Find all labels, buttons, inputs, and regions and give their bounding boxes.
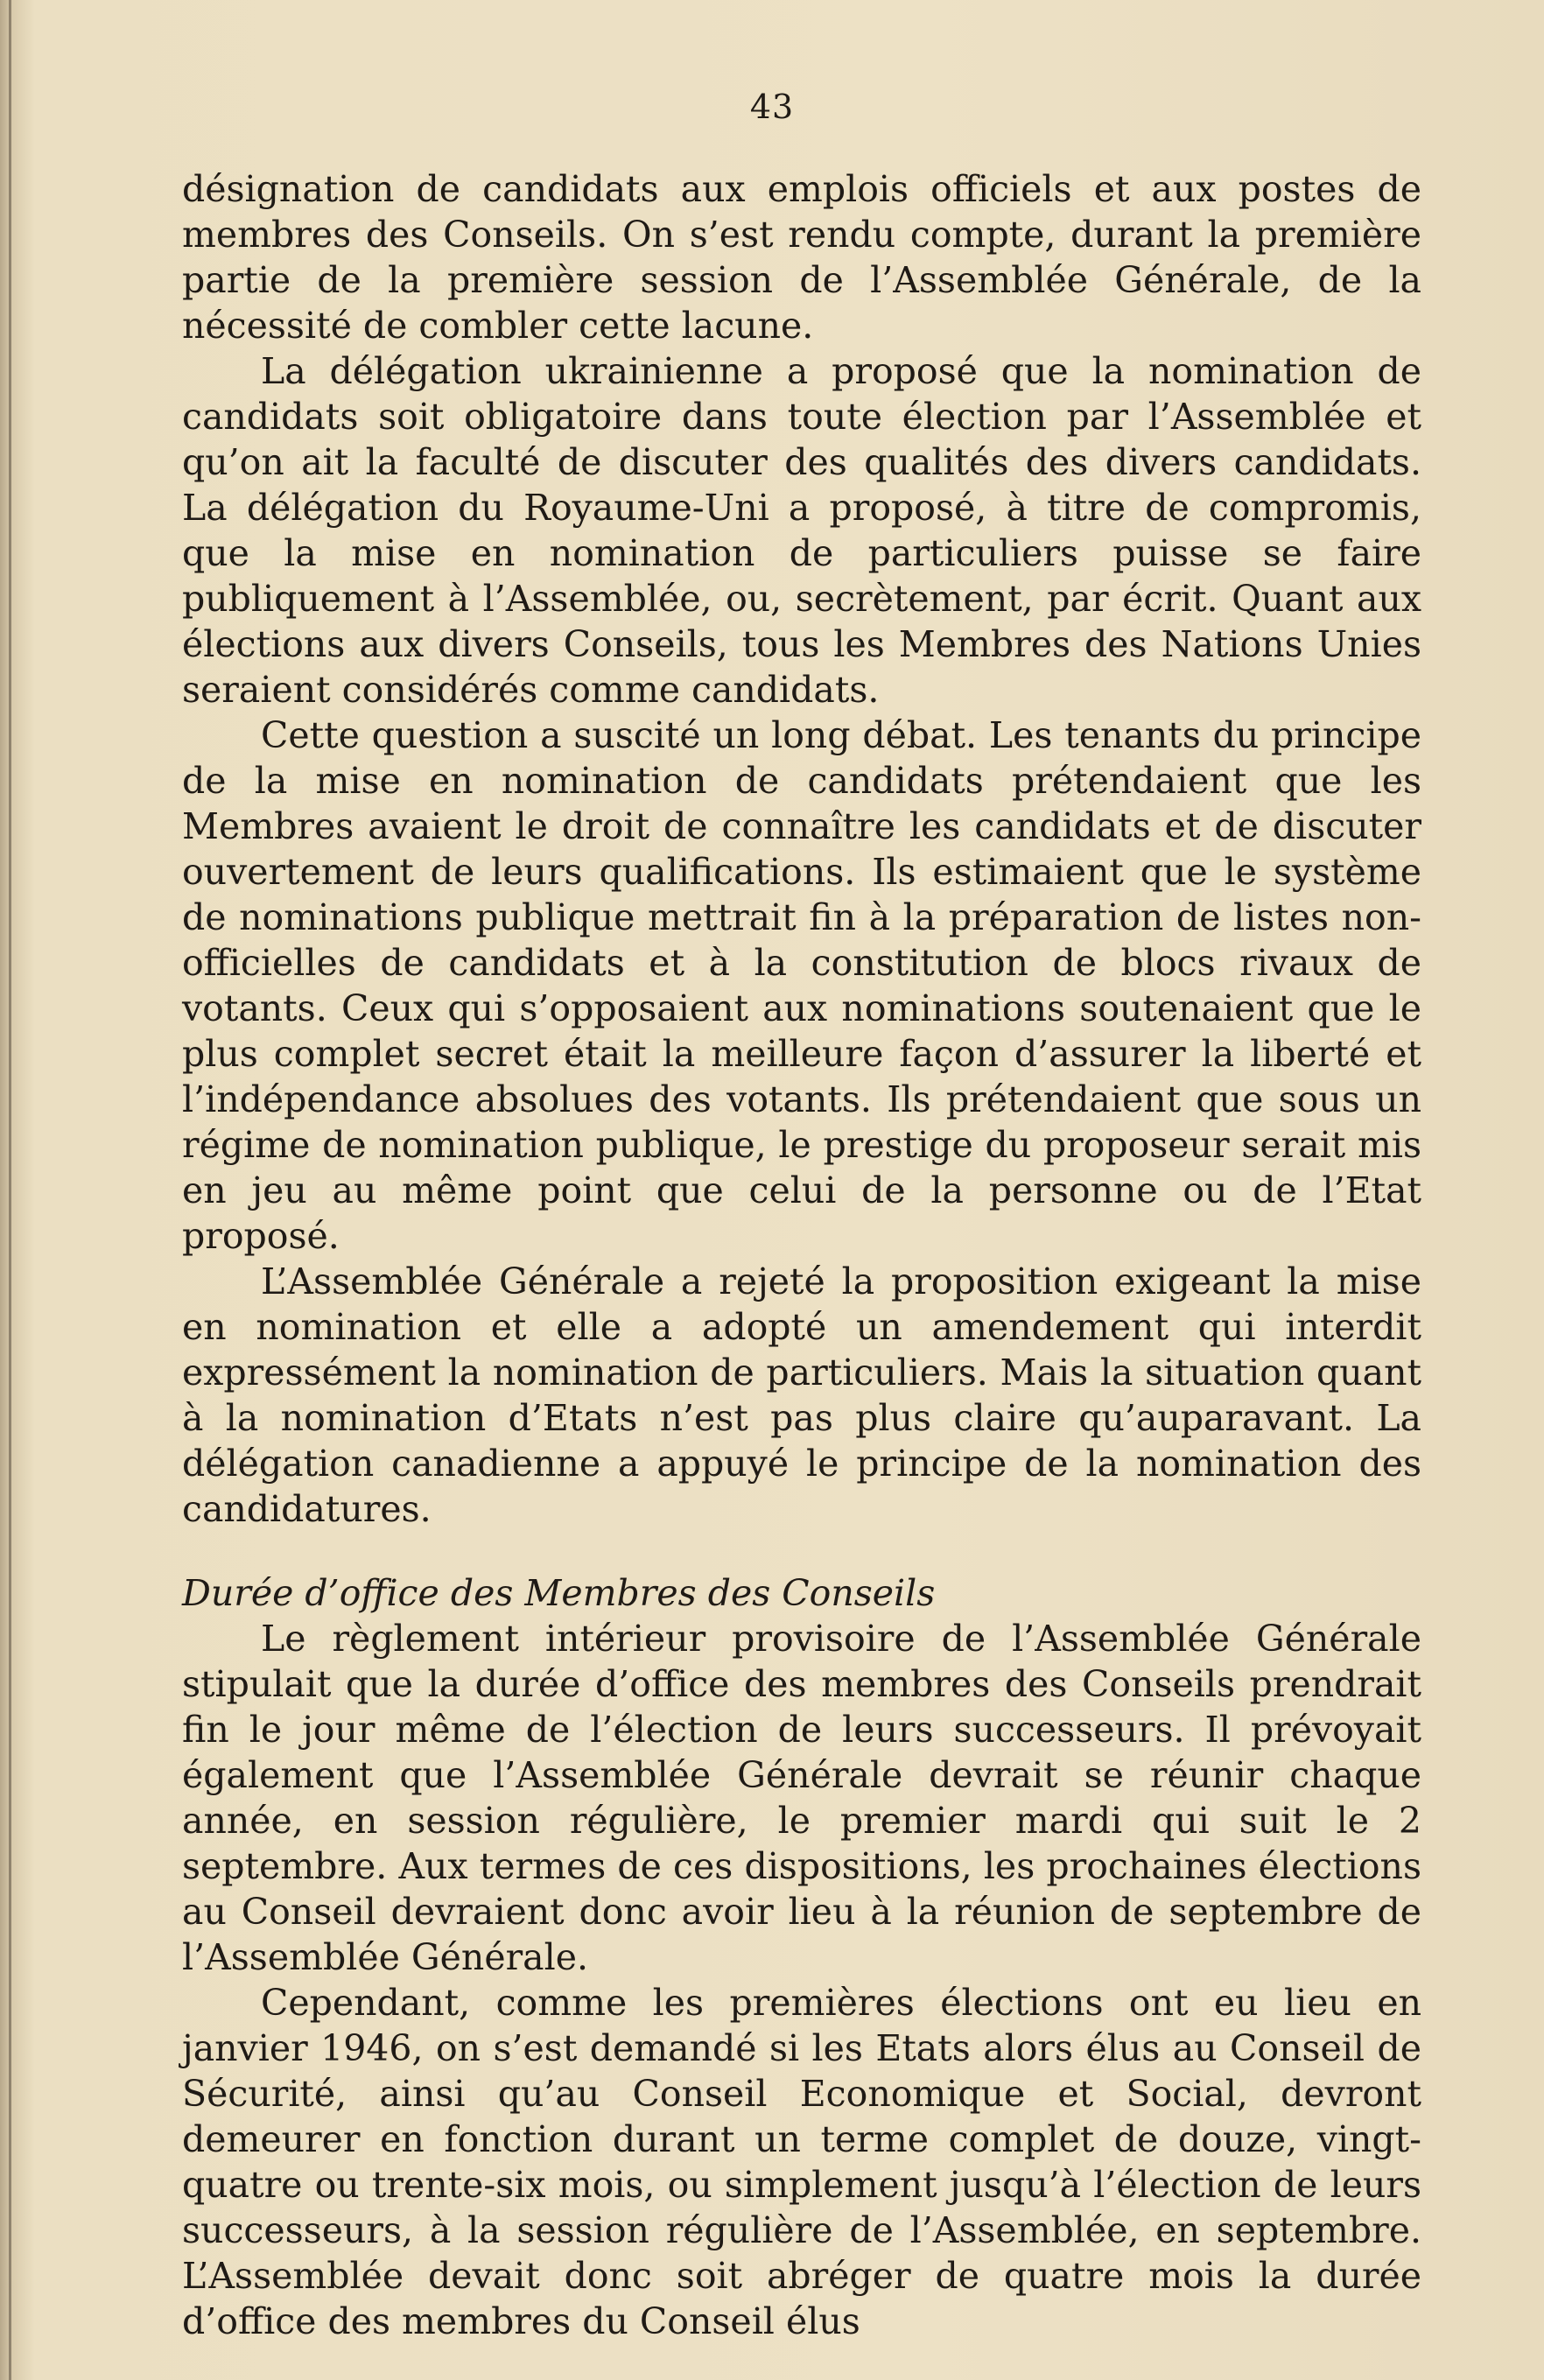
section-heading: Durée d’office des Membres des Conseils — [182, 1572, 936, 1614]
paragraph-4: L’Assemblée Générale a rejeté la proposition exigeant la mise en nomination et elle a adopté un amendement qui interdit expressément la nomination de particuliers. Mais la situation quant à la nomination d’Etats n’est pas plus claire qu’auparavant. La délégation canadienne a appuyé le principe de la nomination des candidatures. — [182, 1260, 1421, 1530]
binding-edge — [9, 0, 11, 2380]
body-text — [182, 166, 1421, 2344]
page-number: 43 — [749, 88, 795, 126]
paragraph-3: Cette question a suscité un long débat. Les tenants du principe de la mise en nomination de candidats prétendaient que les Membres avaient le droit de connaître les candidats et de discuter ouvertement de leurs qualifications. Ils estimaient que le système de nominations publique mettrait fin à la préparation de listes non-officielles de candidats et à la constitution de blocs rivaux de votants. Ceux qui s’opposaient aux nominations soutenaient que le plus complet secret était la meilleure façon d’assurer la liberté et l’indépendance absolues des votants. Ils prétendaient que sous un régime de nomination publique, le prestige du proposeur serait mis en jeu au même point que celui de la personne ou de l’Etat proposé. — [182, 714, 1421, 1257]
paragraph-6: Cependant, comme les premières élections ont eu lieu en janvier 1946, on s’est demandé si les Etats alors élus au Conseil de Sécurité, ainsi qu’au Conseil Economique et Social, devront demeurer en fonction durant un terme complet de douze, vingt-quatre ou trente-six mois, ou simplement jusqu’à l’élection de leurs successeurs, à la session régulière de l’Assemblée, en septembre. L’Assemblée devait donc soit abréger de quatre mois la durée d’office des membres du Conseil élus — [182, 1982, 1421, 2342]
paragraph-1: désignation de candidats aux emplois officiels et aux postes de membres des Conseils. On s’est rendu compte, durant la première partie de la première session de l’Assemblée Générale, de la nécessité de combler cette lacune. — [182, 168, 1421, 347]
paragraph-5: Le règlement intérieur provisoire de l’Assemblée Générale stipulait que la durée d’office des membres des Conseils prendrait fin le jour même de l’élection de leurs successeurs. Il prévoyait également que l’Assemblée Générale devrait se réunir chaque année, en session régulière, le premier mardi qui suit le 2 septembre. Aux termes de ces dispositions, les prochaines élections au Conseil devraient donc avoir lieu à la réunion de septembre de l’Assemblée Générale. — [182, 1618, 1421, 1978]
paragraph-2: La délégation ukrainienne a proposé que la nomination de candidats soit obligatoire dans toute élection par l’Assemblée et qu’on ait la faculté de discuter des qualités des divers candidats. La délégation du Royaume-Uni a proposé, à titre de compromis, que la mise en nomination de particuliers puisse se faire publiquement à l’Assemblée, ou, secrètement, par écrit. Quant aux élections aux divers Conseils, tous les Membres des Nations Unies seraient considérés comme candidats. — [182, 350, 1421, 711]
